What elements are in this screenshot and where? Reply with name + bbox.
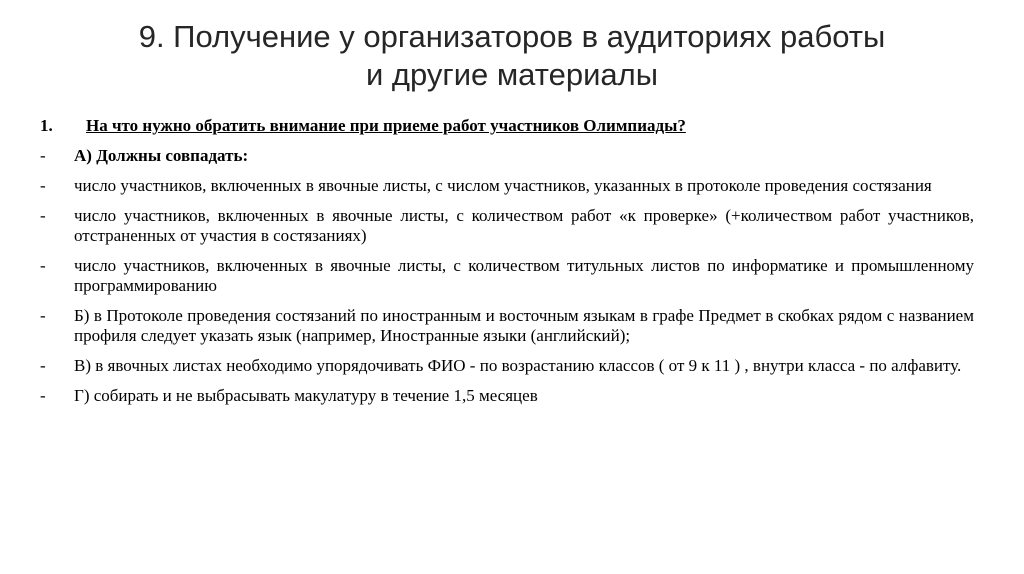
list-item	[40, 356, 974, 376]
list-item-text: В) в явочных листах необходимо упорядочивать ФИО - по возрастанию классов ( от 9 к 11 ) , внутри класса - по алфавиту.	[74, 356, 962, 375]
list-item-text: число участников, включенных в явочные листы, с числом участников, указанных в протоколе проведения состязания	[74, 176, 932, 195]
list-item-text: Б) в Протоколе проведения состязаний по иностранным и восточным языкам в графе Предмет в скобках рядом с названием профиля следует указать язык (например, Иностранные языки (английский);	[74, 306, 974, 345]
slide-title	[40, 18, 984, 94]
list-item	[40, 146, 974, 166]
slide-title-line-1: 9. Получение у организаторов в аудиториях работы	[138, 19, 886, 54]
bullet-dash: -	[40, 146, 46, 165]
bullet-dash: -	[40, 176, 46, 195]
bullet-dash: -	[40, 356, 46, 375]
list-item	[40, 176, 974, 196]
bullet-dash: -	[40, 206, 46, 225]
question-text: На что нужно обратить внимание при приеме работ участников Олимпиады?	[86, 116, 686, 135]
list-item-text: Г) собирать и не выбрасывать макулатуру в течение 1,5 месяцев	[74, 386, 538, 405]
bullet-dash: -	[40, 256, 46, 275]
slide-title-line-2: и другие материалы	[365, 57, 659, 92]
list-item	[40, 206, 974, 246]
list-item	[40, 386, 974, 406]
list-item	[40, 256, 974, 296]
list-item-text: число участников, включенных в явочные листы, с количеством работ «к проверке» (+количеством работ участников, отстраненных от участия в состязаниях)	[74, 206, 974, 245]
slide-content	[40, 116, 974, 416]
list-item-text: А) Должны совпадать:	[74, 146, 249, 165]
question-number: 1.	[40, 116, 53, 135]
list-item	[40, 306, 974, 346]
question-heading	[40, 116, 974, 136]
bullet-dash: -	[40, 386, 46, 405]
list-item-text: число участников, включенных в явочные листы, с количеством титульных листов по информатике и промышленному программированию	[74, 256, 974, 295]
bullet-dash: -	[40, 306, 46, 325]
